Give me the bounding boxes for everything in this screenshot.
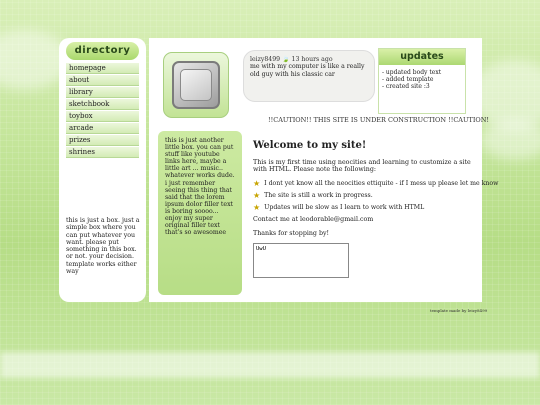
status-username[interactable]: leizy8499	[250, 56, 281, 63]
update-item: - created site :3	[382, 83, 430, 90]
computer-screen	[180, 69, 212, 101]
star-icon: ★	[253, 191, 261, 201]
status-time: 13 hours ago	[291, 56, 333, 63]
main-panel	[149, 38, 499, 302]
list-item	[253, 178, 499, 188]
nav-library[interactable]: library	[66, 87, 139, 98]
nav-homepage[interactable]: homepage	[66, 63, 139, 74]
page-title: Welcome to my site!	[253, 140, 367, 151]
main-content	[253, 140, 499, 282]
nav-sketchbook[interactable]: sketchbook	[66, 99, 139, 110]
star-icon: ★	[253, 178, 261, 188]
status-header	[250, 56, 368, 63]
nav-about[interactable]: about	[66, 75, 139, 86]
caution-marquee: !!CAUTION!! THIS SITE IS UNDER CONSTRUCTION !!CAUTION!	[268, 116, 490, 124]
intro-text: This is my first time using neocities and learning to customize a site with HTML. Please note the following:	[253, 159, 471, 174]
sidebar-box-text: this is just a box. just a simple box where you can put whatever you want. please put something in this box. or not. your decision. template works either way	[66, 217, 140, 276]
leaf-icon: 🍃	[282, 56, 290, 63]
nav-toybox[interactable]: toybox	[66, 111, 139, 122]
list-item-text: Updates will be slow as I learn to work with HTML	[264, 204, 425, 212]
text-area[interactable]	[253, 243, 349, 278]
status-bubble	[243, 50, 375, 102]
list-item-text: The site is still a work in progress.	[264, 191, 373, 199]
star-icon: ★	[253, 203, 261, 213]
update-item: - added template	[382, 76, 434, 83]
green-box-text: this is just another little box. you can put stuff like youtube links here, maybe a little art ... music.. whatever works dude. i just remember seeing this thing that said that the lorem ipsum dolor filler text is boring soooo... enjoy my super original filler text that's so awesomee	[158, 131, 242, 295]
list-item-text: I dont yet know all the neocities ettiquite - if I mess up please let me know	[264, 179, 499, 187]
profile-picture	[163, 52, 229, 118]
nav-shrines[interactable]: shrines	[66, 147, 139, 158]
status-message: me with my computer is like a really old guy with his classic car	[250, 63, 365, 78]
sidebar	[59, 38, 146, 302]
sidebar-nav	[66, 63, 139, 159]
updates-list	[379, 65, 465, 94]
computer-image	[172, 61, 220, 109]
nav-prizes[interactable]: prizes	[66, 135, 139, 146]
updates-box	[378, 48, 466, 114]
update-item: - updated body text	[382, 69, 442, 76]
contact-text: Contact me at leodorable@gmail.com	[253, 216, 374, 224]
footer-credit: template made by leizy8499	[430, 308, 488, 313]
list-item	[253, 192, 475, 199]
list-item	[253, 204, 475, 211]
nav-arcade[interactable]: arcade	[66, 123, 139, 134]
updates-title: updates	[379, 49, 465, 65]
directory-title: directory	[66, 42, 139, 60]
thanks-text: Thanks for stopping by!	[253, 229, 330, 237]
